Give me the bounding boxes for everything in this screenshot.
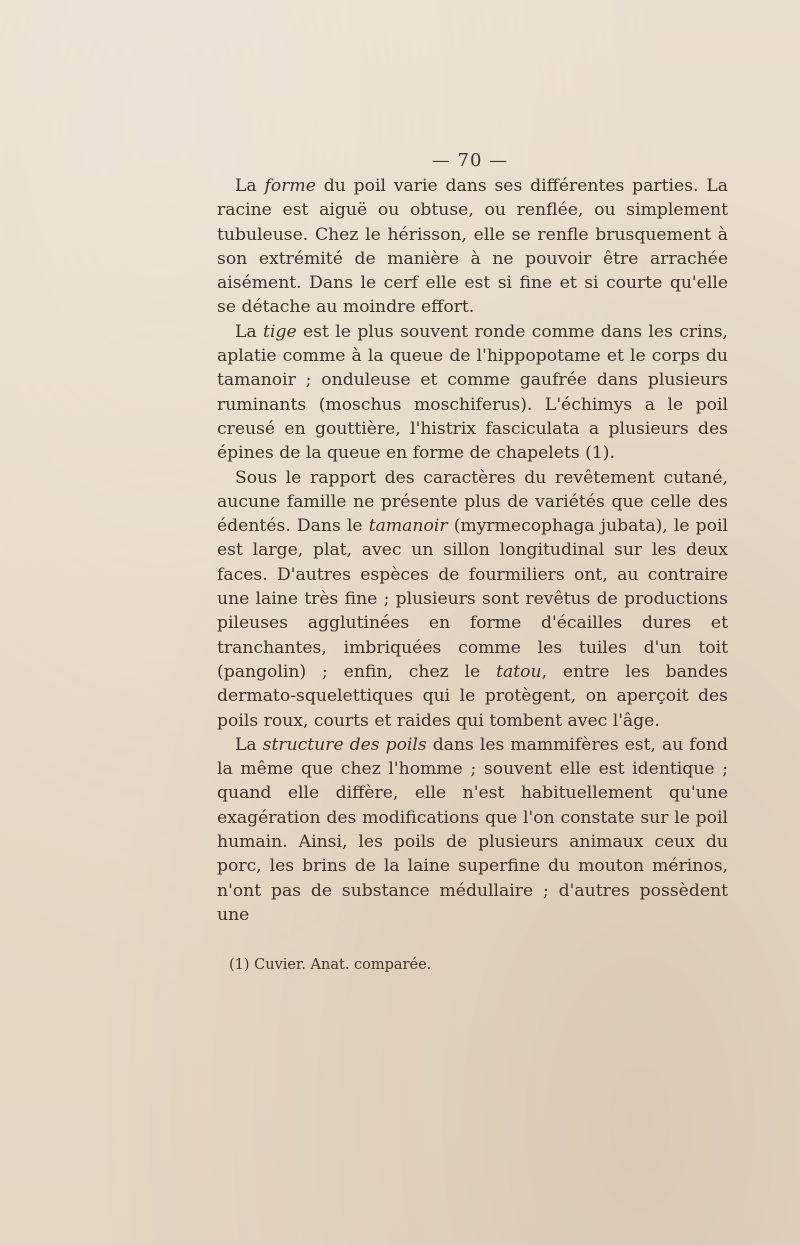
paragraph-forme: La forme du poil varie dans ses différentes parties. La racine est aiguë ou obtuse, ou renflée, ou simplement tubuleuse. Chez le hérisson, elle se renfle brusquement à son extrémité de manière à ne pouvoir être arrachée aisément. Dans le cerf elle est si fine et si courte qu'elle se détache au moindre effort. — [217, 176, 729, 318]
paragraph-tige: La tige est le plus souvent ronde comme dans les crins, aplatie comme à la queue de l'hippopotame et le corps du tamanoir ; onduleuse et comme gaufrée dans plusieurs ruminants (moschus moschiferus). L'échimys a le poil creusé en gouttière, l'histrix fasciculata a plusieurs des épines de la queue en forme de chapelets (1). — [217, 321, 728, 464]
paragraph-revetement: Sous le rapport des caractères du revêtement cutané, aucune famille ne présente plus de variétés que celle des édentés. Dans le tamanoir (myrmecophaga jubata), le poil est large, plat, avec un sillon longitudinal sur les deux faces. D'autres espèces de fourmiliers ont, au contraire une laine très fine ; plusieurs sont revêtus de productions pileuses agglutinées en forme d'écailles dures et tranchantes, imbriquées comme les tuiles d'un toit (pangolin) ; enfin, chez le tatou, entre les bandes dermato-squelettiques qui le protègent, on aperçoit des poils roux, courts et raides qui tombent avec l'âge. — [217, 467, 728, 731]
body-text — [217, 174, 728, 927]
page-number: — 70 — — [431, 150, 509, 171]
paragraph-structure: La structure des poils dans les mammifères est, au fond la même que chez l'homme ; souvent elle est identique ; quand elle diffère, elle n'est habituellement qu'une exagération des modifications que l'on constate sur le poil humain. Ainsi, les poils de plusieurs animaux ceux du porc, les brins de la laine superfine du mouton mérinos, n'ont pas de substance médullaire ; d'autres possèdent une — [217, 734, 729, 925]
footnote: (1) Cuvier. Anat. comparée. — [229, 957, 432, 973]
